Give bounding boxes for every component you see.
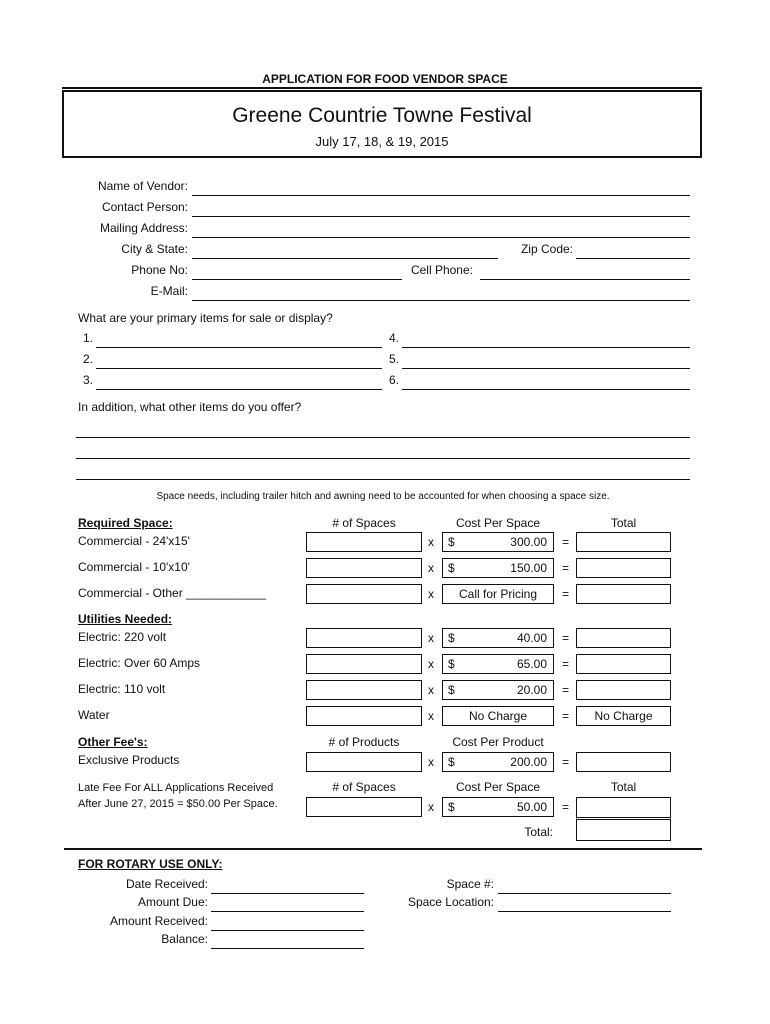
late-fee-line-1: Late Fee For ALL Applications Received: [78, 782, 274, 794]
exclusive-products-label: Exclusive Products: [78, 753, 180, 767]
currency-sign: $: [448, 800, 455, 814]
times-sign: x: [428, 657, 434, 671]
equals-sign: =: [562, 657, 570, 671]
late-fee-line-2: After June 27, 2015 = $50.00 Per Space.: [78, 798, 278, 810]
currency-sign: $: [448, 535, 455, 549]
event-name: Greene Countrie Towne Festival: [232, 104, 532, 127]
electric-220-price: [442, 628, 554, 648]
space-number-field[interactable]: [498, 893, 671, 894]
late-fee-spaces-input[interactable]: [306, 797, 422, 817]
exclusive-products-price: [442, 752, 554, 772]
price-value: 50.00: [516, 800, 547, 814]
rotary-heading: FOR ROTARY USE ONLY:: [78, 857, 223, 871]
item-field-4[interactable]: [402, 347, 690, 348]
primary-items-question: What are your primary items for sale or display?: [78, 311, 333, 325]
commercial-other-spaces-input[interactable]: [306, 584, 422, 604]
item-field-6[interactable]: [402, 389, 690, 390]
water-label: Water: [78, 708, 110, 722]
equals-sign: =: [562, 800, 570, 814]
header-top-rule: [62, 87, 702, 89]
item-number-5: 5.: [389, 352, 400, 366]
price-text: Call for Pricing: [458, 587, 538, 601]
commercial-other-total-input[interactable]: [576, 584, 671, 604]
amount-due-label: Amount Due:: [137, 895, 208, 909]
equals-sign: =: [562, 683, 570, 697]
city-state-label: City & State:: [121, 242, 188, 256]
utilities-heading: Utilities Needed:: [78, 612, 173, 626]
cell-phone-label: Cell Phone:: [410, 263, 473, 277]
electric-60amps-price: [442, 654, 554, 674]
other-items-line-1[interactable]: [76, 437, 690, 438]
price-value: 40.00: [516, 631, 547, 645]
cost-column-header: Cost Per Space: [455, 516, 541, 530]
cell-phone-field[interactable]: [480, 279, 690, 280]
equals-sign: =: [562, 709, 570, 723]
grand-total-label: Total:: [524, 825, 553, 839]
email-field[interactable]: [192, 300, 690, 301]
item-number-4: 4.: [389, 331, 400, 345]
event-dates: July 17, 18, & 19, 2015: [315, 134, 449, 149]
equals-sign: =: [562, 755, 570, 769]
exclusive-products-count-input[interactable]: [306, 752, 422, 772]
spaces-column-header: # of Spaces: [332, 516, 396, 530]
electric-60amps-label: Electric: Over 60 Amps: [78, 656, 201, 670]
electric-220-count-input[interactable]: [306, 628, 422, 648]
city-state-field[interactable]: [192, 258, 498, 259]
zip-code-field[interactable]: [576, 258, 690, 259]
water-total: No Charge: [576, 706, 671, 726]
item-field-3[interactable]: [96, 389, 382, 390]
late-fee-total-input[interactable]: [576, 797, 671, 818]
other-items-line-3[interactable]: [76, 479, 690, 480]
commercial-10x10-price: [442, 558, 554, 578]
required-space-heading: Required Space:: [78, 516, 173, 530]
times-sign: x: [428, 800, 434, 814]
currency-sign: $: [448, 657, 455, 671]
times-sign: x: [428, 755, 434, 769]
zip-code-label: Zip Code:: [520, 242, 573, 256]
grand-total-input[interactable]: [576, 817, 671, 841]
times-sign: x: [428, 587, 434, 601]
electric-110-label: Electric: 110 volt: [78, 682, 166, 696]
electric-60amps-total-input[interactable]: [576, 654, 671, 674]
date-received-field[interactable]: [211, 893, 364, 894]
currency-sign: $: [448, 631, 455, 645]
commercial-24x15-spaces-input[interactable]: [306, 532, 422, 552]
item-number-1: 1.: [83, 331, 94, 345]
email-label: E-Mail:: [150, 284, 188, 298]
commercial-24x15-price: [442, 532, 554, 552]
price-value: 300.00: [510, 535, 547, 549]
contact-person-field[interactable]: [192, 216, 690, 217]
form-title: APPLICATION FOR FOOD VENDOR SPACE: [262, 72, 508, 86]
name-of-vendor-field[interactable]: [192, 195, 690, 196]
electric-110-count-input[interactable]: [306, 680, 422, 700]
balance-label: Balance:: [161, 932, 208, 946]
mailing-address-field[interactable]: [192, 237, 690, 238]
times-sign: x: [428, 535, 434, 549]
price-value: 200.00: [510, 755, 547, 769]
times-sign: x: [428, 561, 434, 575]
cost-per-product-header: Cost Per Product: [452, 735, 544, 749]
late-total-column-header: Total: [610, 780, 637, 794]
times-sign: x: [428, 631, 434, 645]
price-value: 150.00: [510, 561, 547, 575]
equals-sign: =: [562, 535, 570, 549]
late-cost-column-header: Cost Per Space: [455, 780, 541, 794]
currency-sign: $: [448, 561, 455, 575]
commercial-24x15-label: Commercial - 24'x15': [78, 534, 190, 548]
contact-person-label: Contact Person:: [101, 200, 188, 214]
balance-field[interactable]: [211, 948, 364, 949]
amount-due-field[interactable]: [211, 911, 364, 912]
commercial-10x10-label: Commercial - 10'x10': [78, 560, 190, 574]
item-number-3: 3.: [83, 373, 94, 387]
commercial-24x15-total-input[interactable]: [576, 532, 671, 552]
equals-sign: =: [562, 587, 570, 601]
commercial-other-label: Commercial - Other ____________: [78, 586, 267, 600]
other-fees-heading: Other Fee's:: [78, 735, 148, 749]
other-items-question: In addition, what other items do you offer?: [78, 400, 302, 414]
mailing-address-label: Mailing Address:: [99, 221, 188, 235]
other-items-line-2[interactable]: [76, 458, 690, 459]
late-fee-price: [442, 797, 554, 817]
item-field-2[interactable]: [96, 368, 382, 369]
item-field-5[interactable]: [402, 368, 690, 369]
equals-sign: =: [562, 561, 570, 575]
price-text: No Charge: [468, 709, 528, 723]
price-value: 20.00: [516, 683, 547, 697]
name-of-vendor-label: Name of Vendor:: [97, 179, 188, 193]
phone-field[interactable]: [192, 279, 402, 280]
space-number-label: Space #:: [446, 877, 494, 891]
currency-sign: $: [448, 683, 455, 697]
water-count-input[interactable]: [306, 706, 422, 726]
item-field-1[interactable]: [96, 347, 382, 348]
item-number-2: 2.: [83, 352, 94, 366]
commercial-10x10-spaces-input[interactable]: [306, 558, 422, 578]
date-received-label: Date Received:: [125, 877, 208, 891]
electric-110-total-input[interactable]: [576, 680, 671, 700]
space-note: Space needs, including trailer hitch and awning need to be accounted for when choosing a space size.: [156, 491, 610, 502]
times-sign: x: [428, 683, 434, 697]
commercial-other-price: [442, 584, 554, 604]
equals-sign: =: [562, 631, 570, 645]
currency-sign: $: [448, 755, 455, 769]
electric-220-total-input[interactable]: [576, 628, 671, 648]
electric-60amps-count-input[interactable]: [306, 654, 422, 674]
electric-110-price: [442, 680, 554, 700]
times-sign: x: [428, 709, 434, 723]
late-spaces-column-header: # of Spaces: [332, 780, 396, 794]
exclusive-products-total-input[interactable]: [576, 752, 671, 772]
amount-received-field[interactable]: [211, 930, 364, 931]
commercial-10x10-total-input[interactable]: [576, 558, 671, 578]
total-column-header: Total: [610, 516, 637, 530]
price-value: 65.00: [516, 657, 547, 671]
amount-received-label: Amount Received:: [109, 914, 208, 928]
space-location-field[interactable]: [498, 911, 671, 912]
electric-220-label: Electric: 220 volt: [78, 630, 167, 644]
products-column-header: # of Products: [328, 735, 400, 749]
phone-label: Phone No:: [131, 263, 188, 277]
water-price: [442, 706, 554, 726]
rotary-divider: [64, 848, 702, 850]
space-location-label: Space Location:: [407, 895, 494, 909]
item-number-6: 6.: [389, 373, 400, 387]
event-header-box: [62, 90, 702, 158]
